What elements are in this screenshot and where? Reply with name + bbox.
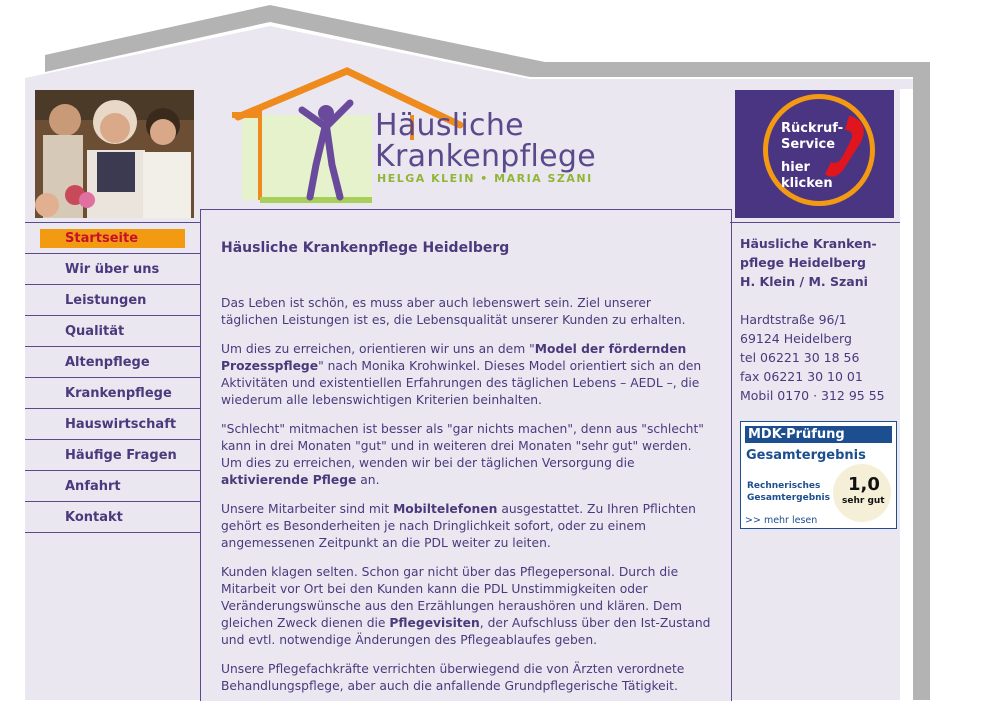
nav-label: Kontakt [65,510,123,525]
nav-label: Altenpflege [65,355,150,370]
mdk-title: MDK-Prüfung [745,426,892,443]
contact-address [740,234,885,405]
emphasis: Model der fördernden Prozesspflege [221,342,687,373]
callback-text-line3: hier [781,160,810,175]
callback-text-line4: klicken [781,176,833,191]
paragraph: Das Leben ist schön, es muss aber auch lebenswert sein. Ziel unserer täglichen Leistungen ist es, die Lebensqualität unserer Kunden zu erhalten. [221,296,686,327]
nav-item-hauswirtschaft[interactable] [25,409,201,440]
grade-label: sehr gut [842,496,885,506]
owners: H. Klein / M. Szani [740,274,868,289]
callback-text-line2: Service [781,137,836,152]
mobile: Mobil 0170 · 312 95 55 [740,388,885,403]
callback-service-button[interactable] [735,90,894,218]
read-more-link[interactable]: >> mehr lesen [745,515,818,526]
logo-title-line2: Krankenpflege [375,139,596,174]
telephone: tel 06221 30 18 56 [740,350,860,365]
callback-text-line1: Rückruf- [781,121,844,136]
logo-subtitle: HELGA KLEIN • MARIA SZANI [377,172,593,185]
company-name-line1: Häusliche Kranken- [740,236,877,251]
nav-item-anfahrt[interactable] [25,471,201,502]
paragraph: Unsere Mitarbeiter sind mit Mobiltelefonen ausgestattet. Zu Ihren Pflichten gehört es Besonderheiten je nach Dringlichkeit sofort, oder zu einem angemessenen Zeitpunkt an die PDL weiter zu leiten. [221,502,696,550]
nav-item-haeufige-fragen[interactable] [25,440,201,471]
mdk-subtitle: Gesamtergebnis [746,448,866,463]
paragraph: Unsere Pflegefachkräfte verrichten überwiegend die von Ärzten verordnete Behandlungspflege, aber auch die anfallende Grundpflegerische Tätigkeit. [221,662,685,693]
company-name-line2: pflege Heidelberg [740,255,866,270]
sidebar-divider [730,222,900,223]
nav-label: Hauswirtschaft [65,417,177,432]
nav-label: Häufige Fragen [65,448,177,463]
content-body [221,295,711,707]
city: 69124 Heidelberg [740,331,852,346]
fax: fax 06221 30 10 01 [740,369,863,384]
emphasis: Pflegevisiten [389,616,480,630]
paragraph: Kunden klagen selten. Schon gar nicht über das Pflegepersonal. Durch die Mitarbeit vor Ort bei den Kunden kann die PDL Unstimmigkeiten oder Veränderungswünsche aus den Erzählungen heraushören und klären. Dem gleichen Zweck dienen die Pflegevisiten, der Aufschluss über den Ist-Zustand und evtl. notwendige Änderungen des Pflegeablaufes geben. [221,565,711,647]
nav-label: Wir über uns [65,262,160,277]
main-navigation [25,222,201,533]
nav-label: Anfahrt [65,479,121,494]
nav-item-krankenpflege[interactable] [25,378,201,409]
nav-item-kontakt[interactable] [25,502,201,533]
paragraph: Um dies zu erreichen, orientieren wir uns an dem "Model der fördernden Prozesspflege" nach Monika Krohwinkel. Dieses Model orientiert sich an den Aktivitäten und existentiellen Erfahrungen des täglichen Lebens – AEDL –, die wiederum alle lebenswichtigen Kriterien beinhalten. [221,342,702,407]
nav-item-startseite[interactable] [25,222,201,254]
nav-item-wir-ueber-uns[interactable] [25,254,201,285]
grade-value: 1,0 [848,474,880,495]
main-content [200,209,732,701]
mdk-label2: Gesamtergebnis [747,493,830,503]
nav-item-leistungen[interactable] [25,285,201,316]
logo-title-line1: Häusliche [375,108,524,143]
family-photo [35,90,194,218]
mdk-label1: Rechnerisches [747,481,821,491]
emphasis: aktivierende Pflege [221,473,357,487]
nav-item-qualitaet[interactable] [25,316,201,347]
emphasis: Mobiltelefonen [393,502,498,516]
mdk-rating-badge[interactable] [740,421,897,529]
nav-label: Startseite [65,231,139,246]
nav-item-altenpflege[interactable] [25,347,201,378]
nav-label: Leistungen [65,293,147,308]
street: Hardtstraße 96/1 [740,312,847,327]
page-title: Häusliche Krankenpflege Heidelberg [221,240,510,256]
nav-label: Qualität [65,324,125,339]
nav-label: Krankenpflege [65,386,172,401]
paragraph: "Schlecht" mitmachen ist besser als "gar nichts machen", denn aus "schlecht" kann in drei Monaten "gut" und in weiteren drei Monaten "sehr gut" werden. Um dies zu erreichen, wenden wir bei der täglichen Versorgung die aktivierende Pflege an. [221,422,704,487]
